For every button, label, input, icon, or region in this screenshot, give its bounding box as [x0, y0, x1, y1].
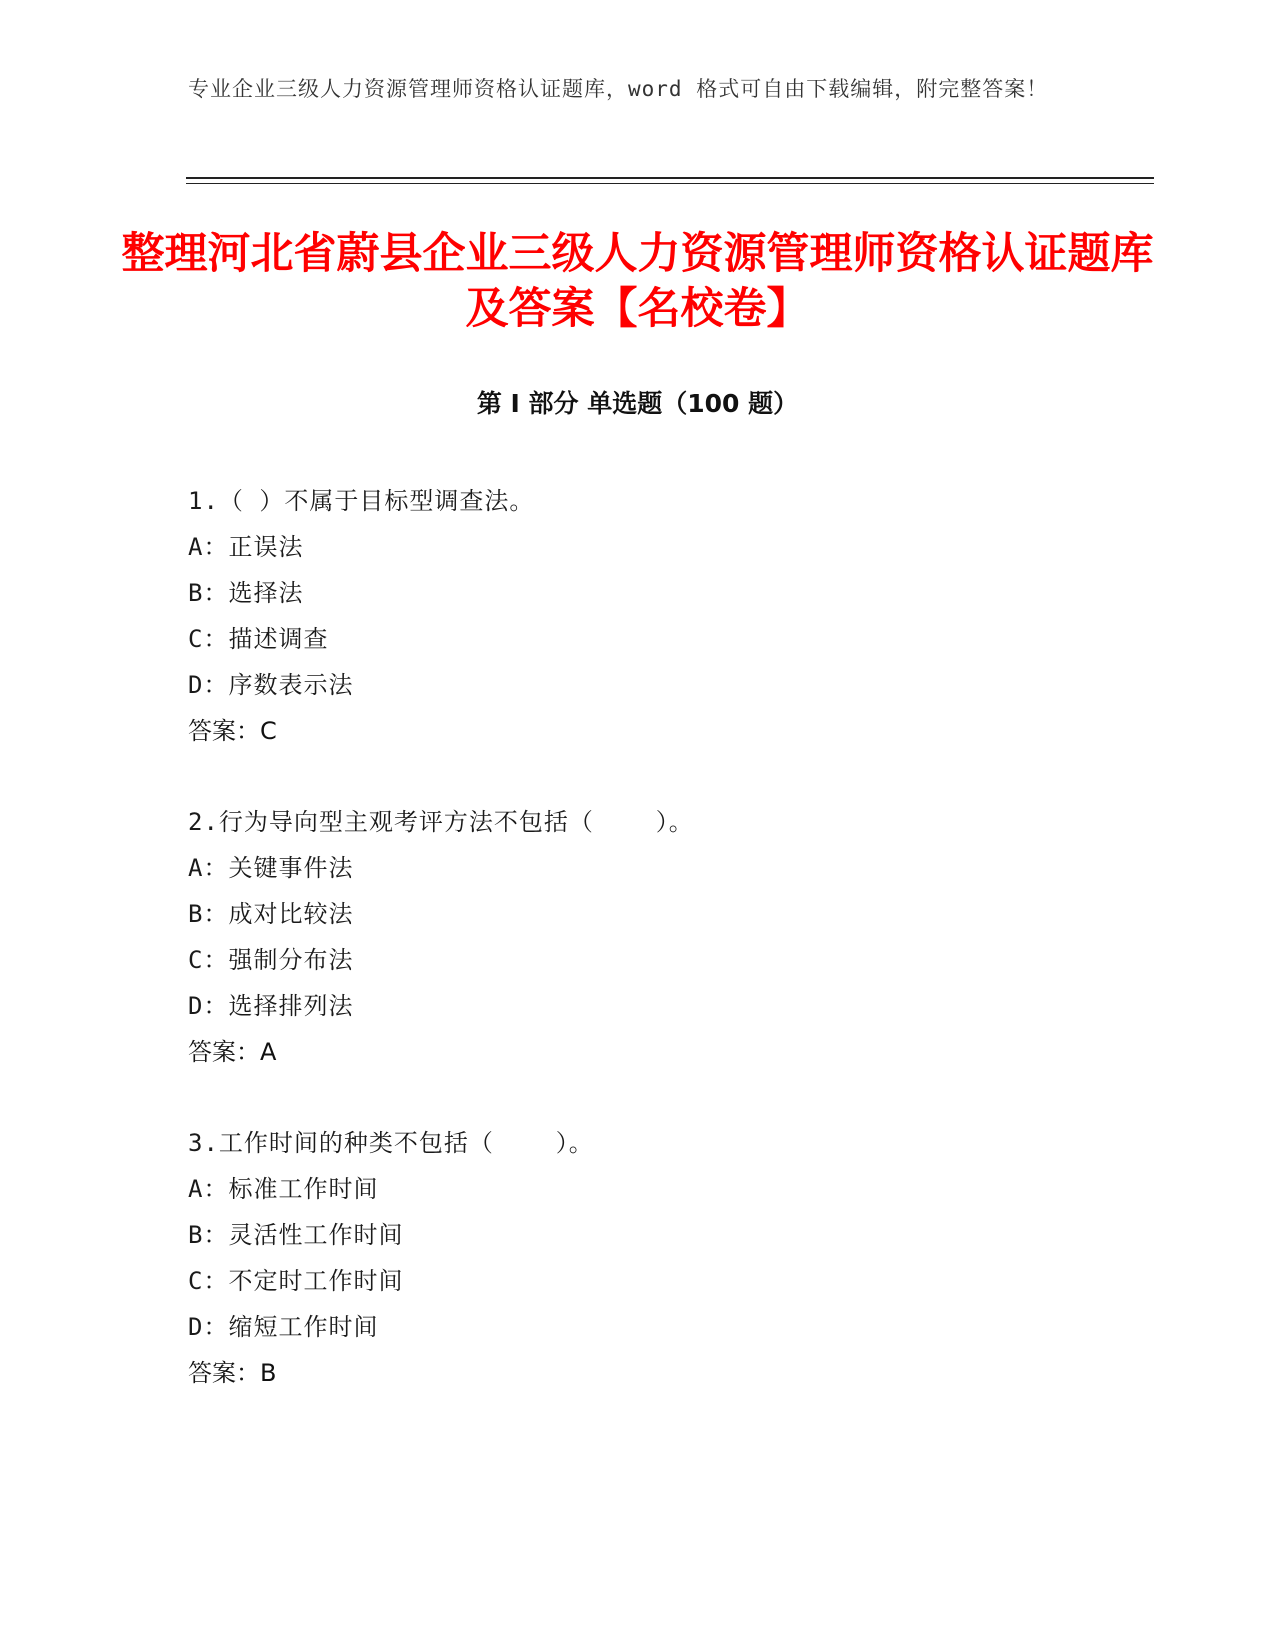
option-b: B：选择法: [188, 579, 304, 607]
answer: 答案：A: [188, 1038, 277, 1066]
question-1: [188, 478, 1148, 754]
document-title: 整理河北省蔚县企业三级人力资源管理师资格认证题库及答案【名校卷】: [121, 229, 1154, 334]
question-stem: 2.行为导向型主观考评方法不包括（ ）。: [188, 808, 694, 836]
option-b: B：灵活性工作时间: [188, 1221, 404, 1249]
option-a: A：关键事件法: [188, 854, 354, 882]
option-c: C：强制分布法: [188, 946, 354, 974]
option-a: A：正误法: [188, 533, 304, 561]
answer: 答案：C: [188, 717, 277, 745]
question-2: [188, 799, 1148, 1075]
option-a: A：标准工作时间: [188, 1175, 379, 1203]
option-b: B：成对比较法: [188, 900, 354, 928]
option-c: C：不定时工作时间: [188, 1267, 404, 1295]
option-d: D：序数表示法: [188, 671, 354, 699]
option-d: D：缩短工作时间: [188, 1313, 379, 1341]
option-c: C：描述调查: [188, 625, 329, 653]
question-3: [188, 1120, 1148, 1396]
option-d: D：选择排列法: [188, 992, 354, 1020]
question-stem: 1.（ ）不属于目标型调查法。: [188, 487, 535, 515]
question-list: [188, 478, 1148, 1441]
answer: 答案：B: [188, 1359, 277, 1387]
header-divider-thick: [186, 177, 1154, 179]
header-note: 专业企业三级人力资源管理师资格认证题库，word 格式可自由下载编辑，附完整答案！: [188, 77, 1049, 101]
header-divider-thin: [186, 183, 1154, 184]
section-heading: 第 I 部分 单选题（100 题）: [476, 389, 799, 418]
question-stem: 3.工作时间的种类不包括（ ）。: [188, 1129, 594, 1157]
